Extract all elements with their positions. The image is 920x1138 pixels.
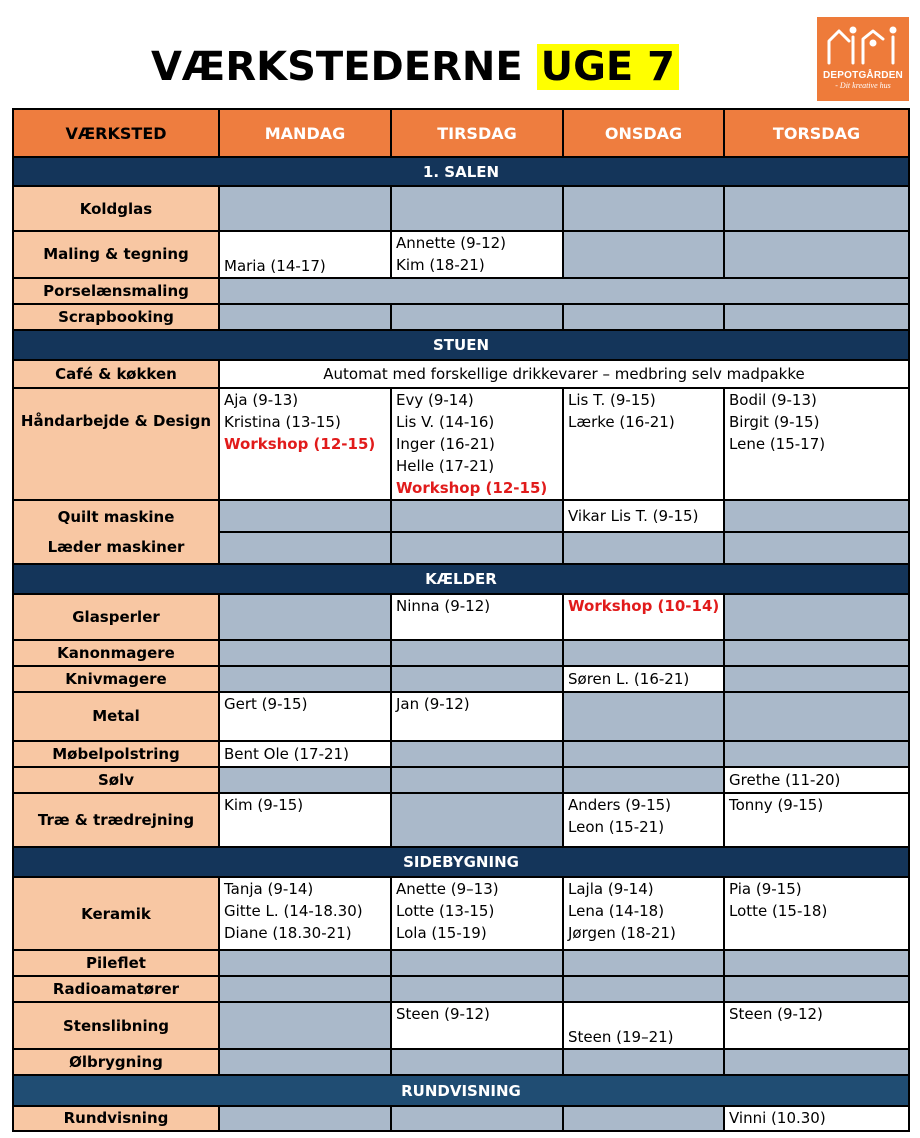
schedule-entry: Maria (14-17) xyxy=(224,256,326,275)
workshop-entry: Workshop (10-14) xyxy=(568,596,720,615)
schedule-table xyxy=(12,108,910,1132)
schedule-entry: Steen (9-12) xyxy=(729,1005,823,1024)
closed-cell xyxy=(219,666,391,692)
closed-cell xyxy=(563,741,724,767)
schedule-entry: Steen (9-12) xyxy=(396,1005,490,1024)
table-row xyxy=(13,500,909,532)
closed-cell xyxy=(391,500,563,532)
schedule-cell xyxy=(219,793,391,847)
schedule-cell xyxy=(391,388,563,501)
schedule-entry: Inger (16-21) xyxy=(396,434,495,453)
closed-cell xyxy=(391,976,563,1002)
table-row xyxy=(13,1049,909,1075)
table-row xyxy=(13,360,909,387)
workshop-name: Pileflet xyxy=(13,950,219,976)
workshop-name: Koldglas xyxy=(13,186,219,230)
schedule-entry: Lajla (9-14) xyxy=(568,880,654,899)
closed-cell xyxy=(219,1049,391,1075)
closed-cell xyxy=(391,741,563,767)
schedule-entry: Lene (15-17) xyxy=(729,434,826,453)
closed-cell xyxy=(391,950,563,976)
schedule-cell xyxy=(563,1002,724,1049)
schedule-entry: Lotte (13-15) xyxy=(396,902,495,921)
schedule-entry: Kristina (13-15) xyxy=(224,412,341,431)
closed-cell xyxy=(219,1002,391,1049)
closed-cell xyxy=(724,500,909,532)
closed-cell xyxy=(219,640,391,666)
table-row xyxy=(13,594,909,640)
table-row xyxy=(13,532,909,563)
schedule-cell xyxy=(563,500,724,532)
table-row xyxy=(13,186,909,230)
schedule-entry: Bodil (9-13) xyxy=(729,390,817,409)
schedule-cell xyxy=(391,594,563,640)
schedule-cell xyxy=(563,877,724,949)
workshop-name: Knivmagere xyxy=(13,666,219,692)
workshop-entry: Workshop (12-15) xyxy=(396,478,548,497)
schedule-cell xyxy=(391,692,563,740)
schedule-entry: Pia (9-15) xyxy=(729,880,802,899)
closed-cell xyxy=(563,231,724,278)
closed-cell xyxy=(724,666,909,692)
closed-cell xyxy=(219,278,909,304)
logo-name: DEPOTGÅRDEN xyxy=(823,70,903,81)
schedule-cell xyxy=(724,1002,909,1049)
closed-cell xyxy=(724,640,909,666)
table-row xyxy=(13,278,909,304)
closed-cell xyxy=(563,692,724,740)
schedule-cell xyxy=(219,388,391,501)
schedule-entry: Jan (9-12) xyxy=(396,695,470,714)
schedule-entry: Aja (9-13) xyxy=(224,390,299,409)
section-rundvisning: RUNDVISNING xyxy=(13,1075,909,1105)
schedule-entry: Anette (9–13) xyxy=(396,880,499,899)
schedule-cell xyxy=(391,231,563,278)
schedule-entry: Annette (9-12) xyxy=(396,233,507,252)
col-header-mandag: MANDAG xyxy=(219,109,391,157)
table-row xyxy=(13,304,909,330)
table-row xyxy=(13,976,909,1002)
schedule-entry: Evy (9-14) xyxy=(396,390,474,409)
schedule-entry: Kim (18-21) xyxy=(396,255,485,274)
closed-cell xyxy=(563,950,724,976)
schedule-cell xyxy=(724,767,909,793)
closed-cell xyxy=(724,532,909,563)
workshop-name: Læder maskiner xyxy=(13,532,219,563)
house-figures-icon xyxy=(823,23,903,67)
col-header-torsdag: TORSDAG xyxy=(724,109,909,157)
schedule-cell xyxy=(724,1106,909,1131)
closed-cell xyxy=(563,640,724,666)
workshop-name: Porselænsmaling xyxy=(13,278,219,304)
closed-cell xyxy=(724,976,909,1002)
schedule-cell xyxy=(724,793,909,847)
workshop-name: Keramik xyxy=(13,877,219,949)
schedule-entry: Grethe (11-20) xyxy=(729,770,841,789)
workshop-name: Kanonmagere xyxy=(13,640,219,666)
closed-cell xyxy=(219,304,391,330)
section-stuen: STUEN xyxy=(13,330,909,360)
table-row xyxy=(13,950,909,976)
schedule-entry: Lotte (15-18) xyxy=(729,902,828,921)
workshop-name: Café & køkken xyxy=(13,360,219,387)
closed-cell xyxy=(391,767,563,793)
schedule-cell xyxy=(219,231,391,278)
table-row xyxy=(13,640,909,666)
workshop-name: Ølbrygning xyxy=(13,1049,219,1075)
schedule-entry: Bent Ole (17-21) xyxy=(224,744,349,763)
closed-cell xyxy=(391,1106,563,1131)
schedule-cell xyxy=(563,594,724,640)
section-kaelder: KÆLDER xyxy=(13,564,909,594)
table-row xyxy=(13,877,909,949)
closed-cell xyxy=(219,500,391,532)
schedule-cell xyxy=(391,1002,563,1049)
schedule-cell xyxy=(219,692,391,740)
closed-cell xyxy=(563,767,724,793)
schedule-entry: Gert (9-15) xyxy=(224,695,308,714)
closed-cell xyxy=(391,304,563,330)
schedule-entry: Diane (18.30-21) xyxy=(224,924,352,943)
workshop-entry: Workshop (12-15) xyxy=(224,434,376,453)
schedule-entry: Lis T. (9-15) xyxy=(568,390,656,409)
schedule-cell xyxy=(563,793,724,847)
closed-cell xyxy=(563,186,724,230)
logo-tagline: - Dit kreative hus xyxy=(835,81,891,90)
schedule-entry: Birgit (9-15) xyxy=(729,412,820,431)
schedule-entry: Steen (19–21) xyxy=(568,1028,674,1047)
schedule-cell xyxy=(724,388,909,501)
closed-cell xyxy=(724,741,909,767)
schedule-entry: Jørgen (18-21) xyxy=(568,924,676,943)
schedule-entry: Ninna (9-12) xyxy=(396,596,491,615)
schedule-entry: Lena (14-18) xyxy=(568,902,665,921)
workshop-name: Quilt maskine xyxy=(13,500,219,532)
col-header-tirsdag: TIRSDAG xyxy=(391,109,563,157)
schedule-cell xyxy=(563,666,724,692)
schedule-entry: Leon (15-21) xyxy=(568,817,665,836)
workshop-name: Metal xyxy=(13,692,219,740)
workshop-name: Glasperler xyxy=(13,594,219,640)
table-row xyxy=(13,388,909,501)
closed-cell xyxy=(391,1049,563,1075)
closed-cell xyxy=(724,231,909,278)
schedule-entry: Anders (9-15) xyxy=(568,795,672,814)
workshop-name: Scrapbooking xyxy=(13,304,219,330)
cafe-note: Automat med forskellige drikkevarer – medbring selv madpakke xyxy=(219,360,909,387)
closed-cell xyxy=(219,976,391,1002)
workshop-name: Sølv xyxy=(13,767,219,793)
schedule-entry: Lærke (16-21) xyxy=(568,412,675,431)
closed-cell xyxy=(391,532,563,563)
closed-cell xyxy=(391,640,563,666)
closed-cell xyxy=(724,692,909,740)
closed-cell xyxy=(219,186,391,230)
schedule-entry: Vikar Lis T. (9-15) xyxy=(568,507,699,526)
workshop-name: Træ & trædrejning xyxy=(13,793,219,847)
schedule-entry: Lola (15-19) xyxy=(396,924,487,943)
depotgaarden-logo xyxy=(817,17,909,101)
workshop-name: Maling & tegning xyxy=(13,231,219,278)
table-row xyxy=(13,1106,909,1131)
closed-cell xyxy=(563,976,724,1002)
table-row xyxy=(13,767,909,793)
section-salen: 1. SALEN xyxy=(13,157,909,186)
schedule-entry: Tanja (9-14) xyxy=(224,880,314,899)
workshop-name: Radioamatører xyxy=(13,976,219,1002)
table-row xyxy=(13,741,909,767)
schedule-entry: Gitte L. (14-18.30) xyxy=(224,902,363,921)
table-row xyxy=(13,1002,909,1049)
table-row xyxy=(13,231,909,278)
closed-cell xyxy=(563,304,724,330)
closed-cell xyxy=(391,186,563,230)
schedule-entry: Helle (17-21) xyxy=(396,456,495,475)
closed-cell xyxy=(724,594,909,640)
schedule-entry: Søren L. (16-21) xyxy=(568,670,690,689)
table-row xyxy=(13,666,909,692)
schedule-cell xyxy=(219,741,391,767)
table-row xyxy=(13,692,909,740)
closed-cell xyxy=(391,666,563,692)
schedule-cell xyxy=(219,877,391,949)
schedule-entry: Tonny (9-15) xyxy=(729,795,824,814)
workshop-name: Møbelpolstring xyxy=(13,741,219,767)
schedule-cell xyxy=(563,388,724,501)
closed-cell xyxy=(724,950,909,976)
schedule-entry: Lis V. (14-16) xyxy=(396,412,495,431)
table-row xyxy=(13,793,909,847)
workshop-name: Håndarbejde & Design xyxy=(13,388,219,501)
page-title xyxy=(0,38,830,96)
closed-cell xyxy=(219,1106,391,1131)
closed-cell xyxy=(391,793,563,847)
workshop-name: Stenslibning xyxy=(13,1002,219,1049)
closed-cell xyxy=(724,304,909,330)
title-week-highlight: UGE 7 xyxy=(537,44,679,90)
closed-cell xyxy=(563,1049,724,1075)
closed-cell xyxy=(219,594,391,640)
closed-cell xyxy=(563,1106,724,1131)
title-main: VÆRKSTEDERNE xyxy=(150,44,523,90)
schedule-cell xyxy=(391,877,563,949)
closed-cell xyxy=(724,186,909,230)
header-row xyxy=(13,109,909,157)
schedule-entry: Vinni (10.30) xyxy=(729,1109,826,1128)
workshop-name: Rundvisning xyxy=(13,1106,219,1131)
section-sidebygning: SIDEBYGNING xyxy=(13,847,909,877)
closed-cell xyxy=(219,767,391,793)
closed-cell xyxy=(724,1049,909,1075)
closed-cell xyxy=(219,950,391,976)
closed-cell xyxy=(219,532,391,563)
schedule-entry: Kim (9-15) xyxy=(224,795,304,814)
col-header-vaerksted: VÆRKSTED xyxy=(13,109,219,157)
schedule-cell xyxy=(724,877,909,949)
col-header-onsdag: ONSDAG xyxy=(563,109,724,157)
closed-cell xyxy=(563,532,724,563)
